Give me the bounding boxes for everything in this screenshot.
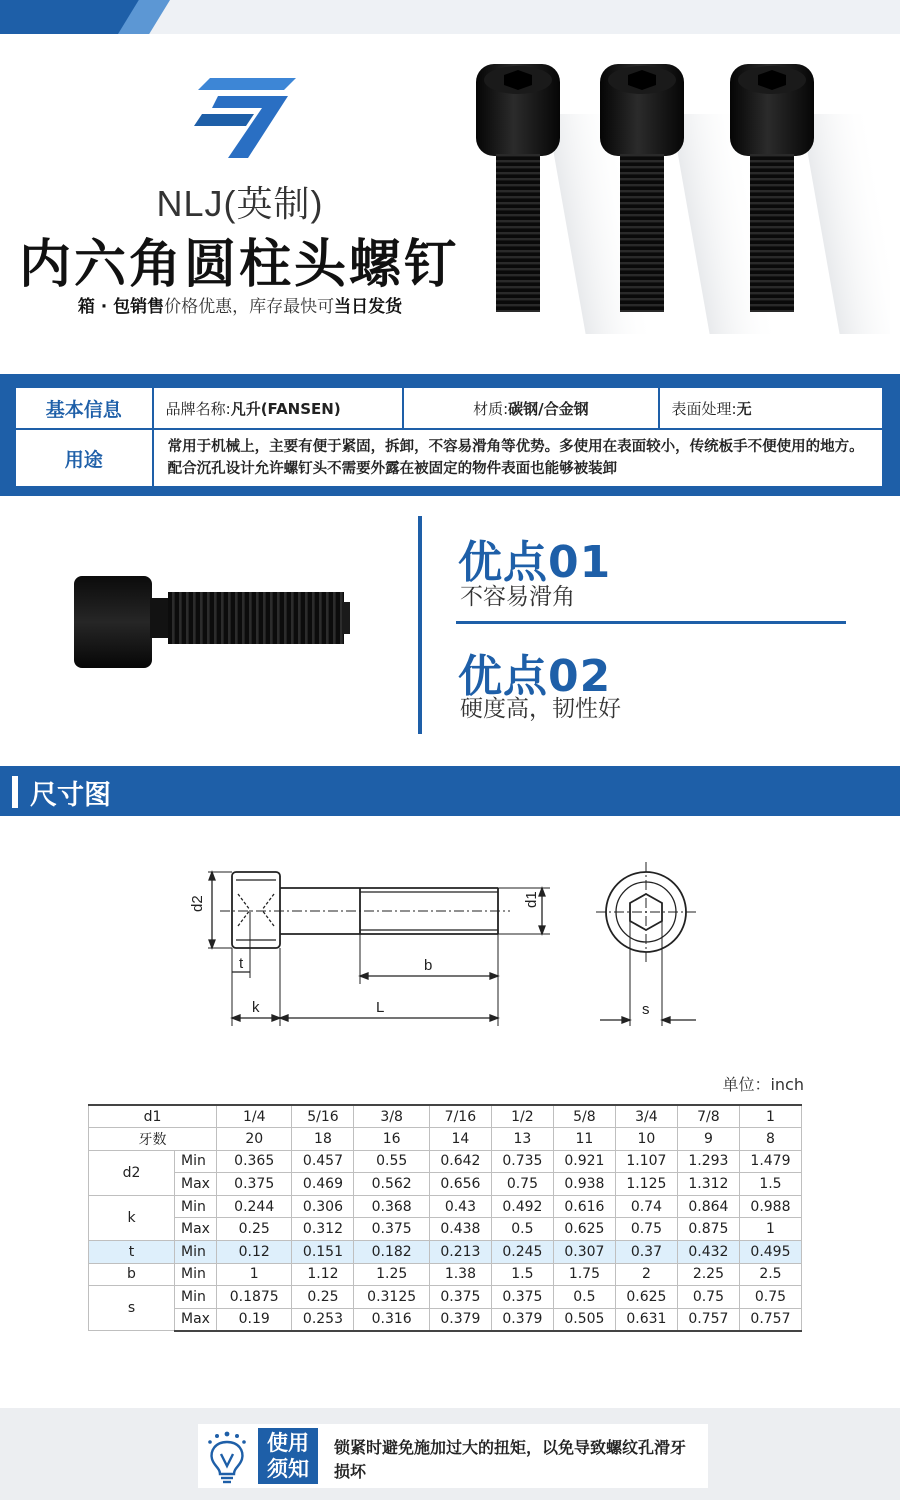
spec-cell-sizes: 1/4: [217, 1105, 292, 1128]
spec-cell-k_max: 0.875: [677, 1218, 739, 1241]
dim-label-L: L: [376, 999, 385, 1016]
spec-sub-min: Min: [175, 1195, 217, 1218]
spec-cell-threads: 16: [354, 1128, 429, 1151]
spec-label-s: s: [89, 1286, 175, 1331]
spec-cell-s_min: 0.1875: [217, 1286, 292, 1309]
spec-sub-max: Max: [175, 1218, 217, 1241]
spec-header-d1: d1: [89, 1105, 217, 1128]
spec-cell-s_max: 0.505: [553, 1308, 615, 1331]
spec-cell-d2_min: 0.642: [429, 1150, 491, 1173]
spec-label-d2: d2: [89, 1150, 175, 1195]
spec-cell-k_min: 0.988: [739, 1195, 801, 1218]
sales-tagline: [40, 292, 440, 317]
spec-cell-threads: 18: [292, 1128, 354, 1151]
spec-cell-k_min: 0.864: [677, 1195, 739, 1218]
advantage-1-text: 不容易滑角: [460, 584, 575, 610]
spec-cell-d2_min: 1.107: [615, 1150, 677, 1173]
spec-cell-t_min: 0.495: [739, 1241, 801, 1264]
table-row: [89, 1150, 802, 1173]
spec-sub-min: Min: [175, 1241, 217, 1264]
spec-cell-b_min: 2: [615, 1263, 677, 1286]
lightbulb-icon: [202, 1428, 252, 1486]
spec-cell-s_max: 0.379: [491, 1308, 553, 1331]
dim-label-b: b: [424, 957, 433, 974]
spec-cell-d2_max: 0.562: [354, 1173, 429, 1196]
spec-cell-s_min: 0.625: [615, 1286, 677, 1309]
unit-label: 单位：inch: [722, 1075, 804, 1094]
tagline-middle: 价格优惠，库存最快可: [164, 297, 335, 317]
spec-cell-sizes: 3/4: [615, 1105, 677, 1128]
size-section-title: 尺寸图: [30, 780, 111, 811]
spec-cell-k_min: 0.244: [217, 1195, 292, 1218]
spec-sub-max: Max: [175, 1173, 217, 1196]
spec-cell-d2_min: 0.735: [491, 1150, 553, 1173]
spec-sub-max: Max: [175, 1308, 217, 1331]
spec-cell-b_min: 1.25: [354, 1263, 429, 1286]
spec-cell-t_min: 0.245: [491, 1241, 553, 1264]
notice-text: 锁紧时避免施加过大的扭矩，以免导致螺纹孔滑牙损坏: [334, 1438, 687, 1481]
table-row: [89, 1128, 802, 1151]
spec-cell-threads: 11: [553, 1128, 615, 1151]
tagline-bold-start: 箱 · 包销售: [77, 297, 165, 317]
material-cell: [403, 387, 658, 429]
spec-cell-d2_max: 0.469: [292, 1173, 354, 1196]
dim-label-d2: d2: [189, 895, 206, 912]
spec-cell-sizes: 7/16: [429, 1105, 491, 1128]
brand-cell: [153, 387, 404, 429]
spec-cell-sizes: 5/8: [553, 1105, 615, 1128]
spec-cell-t_min: 0.151: [292, 1241, 354, 1264]
spec-cell-t_min: 0.37: [615, 1241, 677, 1264]
product-model: NLJ(英制): [156, 183, 324, 224]
spec-cell-b_min: 2.5: [739, 1263, 801, 1286]
spec-cell-threads: 14: [429, 1128, 491, 1151]
spec-cell-k_max: 0.312: [292, 1218, 354, 1241]
spec-cell-k_min: 0.74: [615, 1195, 677, 1218]
table-row: [89, 1218, 802, 1241]
table-row: [89, 1105, 802, 1128]
dim-label-s: s: [642, 1001, 650, 1018]
table-row: [89, 1173, 802, 1196]
spec-cell-d2_max: 0.938: [553, 1173, 615, 1196]
spec-cell-d2_min: 1.293: [677, 1150, 739, 1173]
dim-label-t: t: [239, 955, 244, 972]
spec-label-t: t: [89, 1241, 175, 1264]
surface-label: 表面处理:: [671, 399, 737, 418]
spec-cell-k_min: 0.616: [553, 1195, 615, 1218]
table-row: [89, 1286, 802, 1309]
spec-cell-s_max: 0.757: [739, 1308, 801, 1331]
spec-cell-b_min: 1.38: [429, 1263, 491, 1286]
dimension-spec-table: [88, 1104, 802, 1332]
advantage-1-title: 优点01: [458, 537, 612, 588]
spec-cell-d2_max: 0.656: [429, 1173, 491, 1196]
brand-value: 凡升(FANSEN): [230, 399, 341, 418]
spec-cell-s_min: 0.375: [429, 1286, 491, 1309]
spec-cell-sizes: 7/8: [677, 1105, 739, 1128]
spec-cell-s_min: 0.3125: [354, 1286, 429, 1309]
spec-cell-d2_max: 0.75: [491, 1173, 553, 1196]
dimension-drawing: [180, 850, 720, 1030]
table-row: [89, 1195, 802, 1218]
spec-header-threads: 牙数: [89, 1128, 217, 1151]
spec-cell-k_max: 0.25: [217, 1218, 292, 1241]
spec-cell-d2_max: 1.5: [739, 1173, 801, 1196]
spec-cell-t_min: 0.432: [677, 1241, 739, 1264]
table-row: [89, 1241, 802, 1264]
basic-info-table: [14, 386, 884, 488]
notice-tag-line2: 须知: [267, 1457, 309, 1481]
size-banner-marker: [12, 776, 18, 808]
dim-label-d1: d1: [523, 891, 540, 908]
spec-cell-threads: 10: [615, 1128, 677, 1151]
spec-cell-k_min: 0.43: [429, 1195, 491, 1218]
spec-cell-sizes: 1: [739, 1105, 801, 1128]
screw-3: [730, 64, 890, 334]
spec-cell-s_min: 0.75: [739, 1286, 801, 1309]
spec-cell-d2_max: 1.125: [615, 1173, 677, 1196]
spec-cell-s_max: 0.631: [615, 1308, 677, 1331]
spec-cell-threads: 13: [491, 1128, 553, 1151]
spec-cell-k_min: 0.492: [491, 1195, 553, 1218]
product-photo-three-screws: [470, 60, 890, 340]
notice-tag-line1: 使用: [267, 1431, 309, 1455]
material-label: 材质:: [473, 399, 509, 418]
usage-label: 用途: [15, 429, 153, 487]
spec-label-b: b: [89, 1263, 175, 1286]
spec-cell-s_max: 0.253: [292, 1308, 354, 1331]
advantage-2-title: 优点02: [458, 651, 612, 702]
spec-cell-s_min: 0.375: [491, 1286, 553, 1309]
spec-cell-threads: 8: [739, 1128, 801, 1151]
spec-cell-b_min: 1.75: [553, 1263, 615, 1286]
spec-cell-s_min: 0.25: [292, 1286, 354, 1309]
spec-cell-threads: 20: [217, 1128, 292, 1151]
spec-sub-min: Min: [175, 1286, 217, 1309]
spec-cell-k_min: 0.306: [292, 1195, 354, 1218]
brand-label: 品牌名称:: [165, 399, 231, 418]
spec-sub-min: Min: [175, 1263, 217, 1286]
spec-cell-k_min: 0.368: [354, 1195, 429, 1218]
dim-label-k: k: [252, 999, 260, 1016]
spec-cell-d2_min: 0.457: [292, 1150, 354, 1173]
spec-cell-b_min: 1.5: [491, 1263, 553, 1286]
spec-cell-sizes: 3/8: [354, 1105, 429, 1128]
spec-sub-min: Min: [175, 1150, 217, 1173]
table-row: [89, 1308, 802, 1331]
spec-label-k: k: [89, 1195, 175, 1240]
spec-cell-sizes: 5/16: [292, 1105, 354, 1128]
spec-cell-k_max: 0.5: [491, 1218, 553, 1241]
spec-cell-t_min: 0.213: [429, 1241, 491, 1264]
spec-cell-t_min: 0.307: [553, 1241, 615, 1264]
spec-cell-s_max: 0.379: [429, 1308, 491, 1331]
usage-text: 常用于机械上，主要有便于紧固，拆卸，不容易滑角等优势。多使用在表面较小，传统板手不便使用的地方。配合沉孔设计允许螺钉头不需要外露在被固定的物件表面也能够被装卸: [153, 429, 883, 487]
spec-cell-t_min: 0.12: [217, 1241, 292, 1264]
spec-cell-s_min: 0.5: [553, 1286, 615, 1309]
basic-info-label: 基本信息: [15, 387, 153, 429]
tagline-bold-end: 当日发货: [334, 297, 403, 317]
spec-cell-k_max: 1: [739, 1218, 801, 1241]
spec-cell-t_min: 0.182: [354, 1241, 429, 1264]
spec-cell-sizes: 1/2: [491, 1105, 553, 1128]
surface-value: 无: [736, 399, 752, 418]
advantages-divider-vertical: [418, 516, 422, 734]
table-row: [89, 1263, 802, 1286]
notice-tag: [258, 1428, 318, 1484]
spec-cell-s_min: 0.75: [677, 1286, 739, 1309]
spec-cell-d2_min: 0.365: [217, 1150, 292, 1173]
size-section-banner: [0, 766, 900, 816]
spec-cell-s_max: 0.316: [354, 1308, 429, 1331]
spec-cell-s_max: 0.757: [677, 1308, 739, 1331]
spec-cell-k_max: 0.75: [615, 1218, 677, 1241]
surface-cell: [659, 387, 883, 429]
spec-cell-d2_max: 1.312: [677, 1173, 739, 1196]
spec-cell-d2_max: 0.375: [217, 1173, 292, 1196]
spec-cell-s_max: 0.19: [217, 1308, 292, 1331]
brand-logo-icon: [188, 74, 300, 160]
spec-cell-b_min: 1.12: [292, 1263, 354, 1286]
spec-cell-k_max: 0.438: [429, 1218, 491, 1241]
product-photo-side-screw: [60, 560, 360, 680]
spec-cell-b_min: 2.25: [677, 1263, 739, 1286]
product-title: 内六角圆柱头螺钉: [18, 235, 459, 295]
spec-cell-b_min: 1: [217, 1263, 292, 1286]
advantage-2-text: 硬度高，韧性好: [460, 696, 621, 722]
spec-cell-d2_min: 1.479: [739, 1150, 801, 1173]
spec-cell-d2_min: 0.921: [553, 1150, 615, 1173]
spec-cell-k_max: 0.625: [553, 1218, 615, 1241]
advantages-divider: [456, 621, 846, 624]
spec-cell-d2_min: 0.55: [354, 1150, 429, 1173]
material-value: 碳钢/合金钢: [508, 399, 589, 418]
spec-cell-threads: 9: [677, 1128, 739, 1151]
spec-cell-k_max: 0.375: [354, 1218, 429, 1241]
